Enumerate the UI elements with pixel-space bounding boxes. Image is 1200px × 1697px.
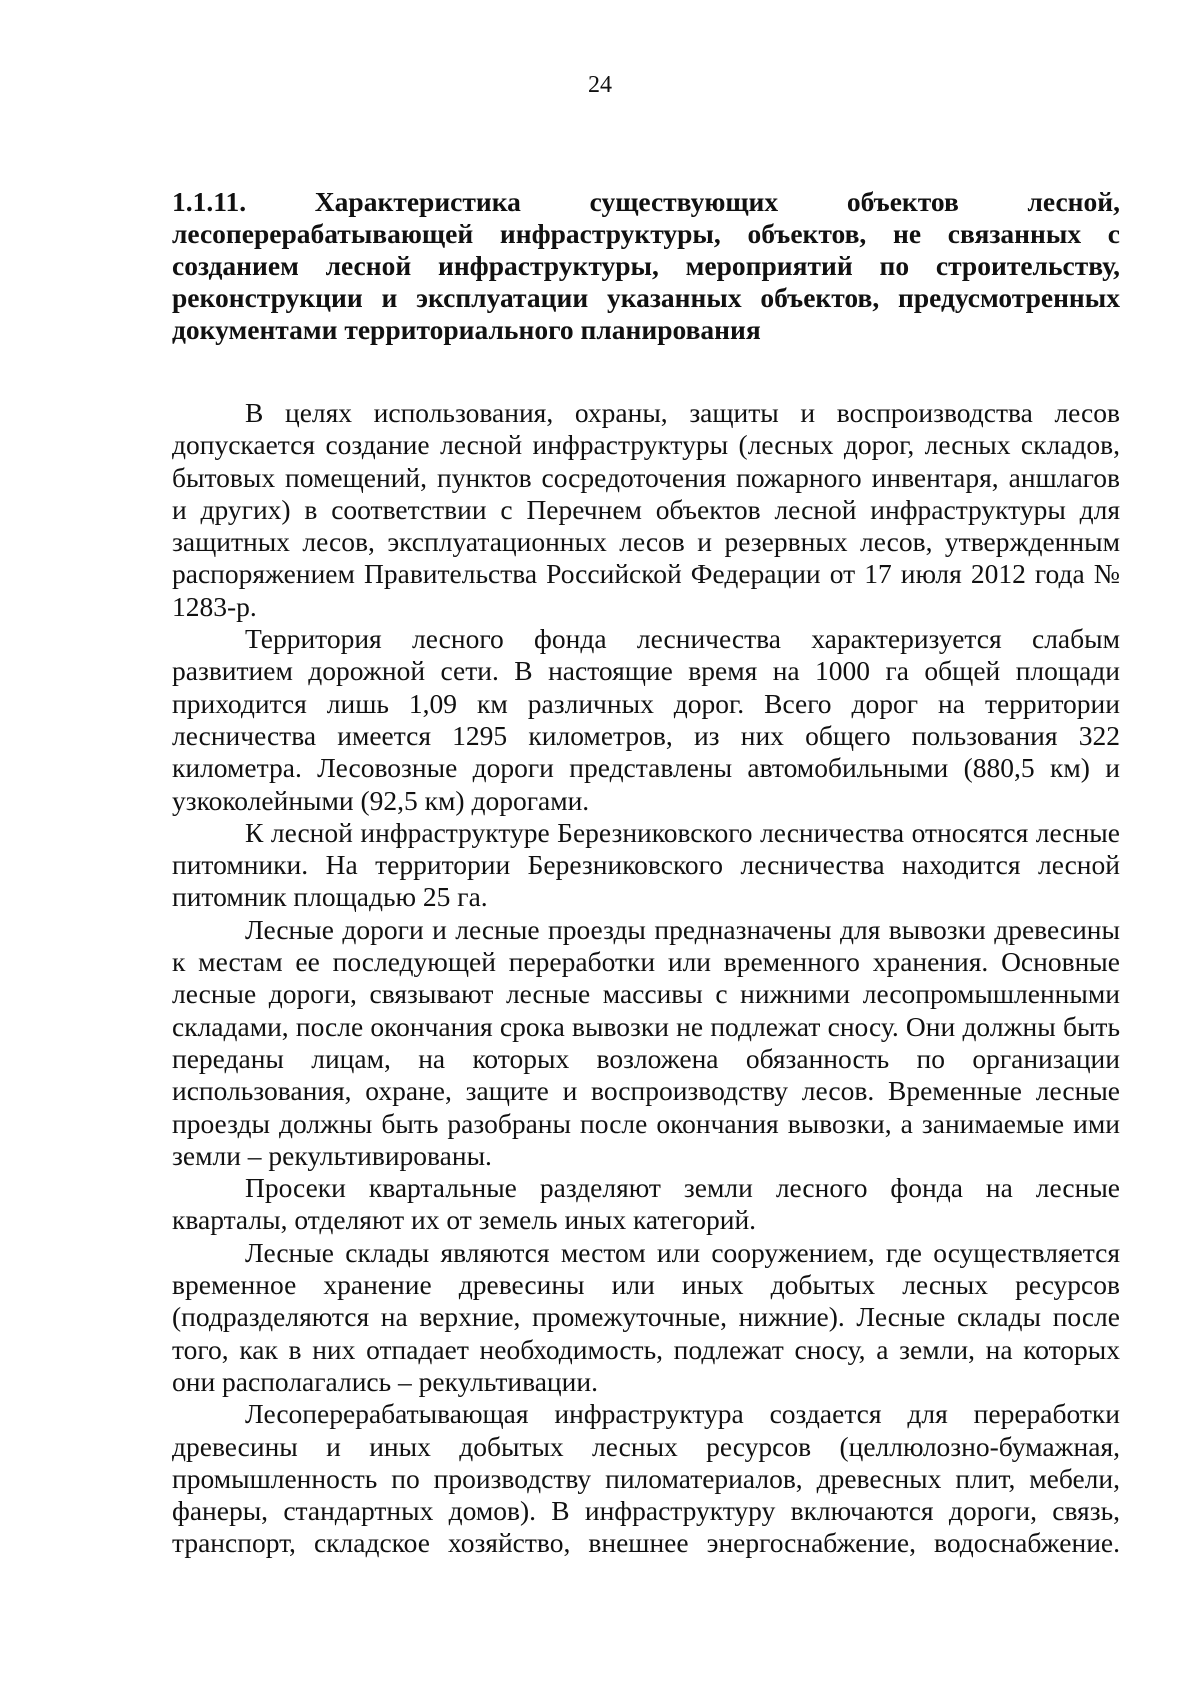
paragraph-forest-roads: Лесные дороги и лесные проезды предназначены для вывозки древесины к местам ее последующей переработки или временного хранения. Основные лесные дороги, связывают лесные массивы с нижними лесопромышленными складами, после окончания срока вывозки не подлежат сносу. Они должны быть переданы лицам, на которых возложена обязанность по организации использования, охране, защите и воспроизводству лесов. Временные лесные проезды должны быть разобраны после окончания вывозки, а занимаемые ими земли – рекультивированы. bbox=[172, 913, 1120, 1171]
section-text bbox=[172, 397, 1120, 1560]
paragraph-forest-nurseries: К лесной инфраструктуре Березниковского лесничества относятся лесные питомники. На территории Березниковского лесничества находится лесной питомник площадью 25 га. bbox=[172, 816, 1120, 913]
section-title: 1.1.11. Характеристика существующих объектов лесной, лесоперерабатывающей инфраструктуры, объектов, не связанных с созданием лесной инфраструктуры, мероприятий по строительству, реконструкции и эксплуатации указанных объектов, предусмотренных документами территориального планирования bbox=[172, 186, 1120, 345]
paragraph-quarter-clearings: Просеки квартальные разделяют земли лесного фонда на лесные кварталы, отделяют их от земель иных категорий. bbox=[172, 1172, 1120, 1236]
paragraph-forest-warehouses: Лесные склады являются местом или сооружением, где осуществляется временное хранение древесины или иных добытых лесных ресурсов (подразделяются на верхние, промежуточные, нижние). Лесные склады после того, как в них отпадает необходимость, подлежат сносу, а земли, на которых они располагались – рекультивации. bbox=[172, 1236, 1120, 1397]
document-body bbox=[172, 186, 1120, 1560]
paragraph-road-network: Территория лесного фонда лесничества характеризуется слабым развитием дорожной сети. В настоящие время на 1000 га общей площади приходится лишь 1,09 км различных дорог. Всего дорог на территории лесничества имеется 1295 километров, из них общего пользования 322 километра. Лесовозные дороги представлены автомобильными (880,5 км) и узкоколейными (92,5 км) дорогами. bbox=[172, 623, 1120, 816]
page-number: 24 bbox=[588, 72, 612, 98]
paragraph-wood-processing-infrastructure: Лесоперерабатывающая инфраструктура создается для переработки древесины и иных добытых лесных ресурсов (целлюлозно-бумажная, промышленность по производству пиломатериалов, древесных плит, мебели, фанеры, стандартных домов). В инфраструктуру включаются дороги, связь, транспорт, складское хозяйство, внешнее энергоснабжение, водоснабжение. bbox=[172, 1398, 1120, 1559]
paragraph-forest-infrastructure-creation: В целях использования, охраны, защиты и воспроизводства лесов допускается создание лесной инфраструктуры (лесных дорог, лесных складов, бытовых помещений, пунктов сосредоточения пожарного инвентаря, аншлагов и других) в соответствии с Перечнем объектов лесной инфраструктуры для защитных лесов, эксплуатационных лесов и резервных лесов, утвержденным распоряжением Правительства Российской Федерации от 17 июля 2012 года № 1283-р. bbox=[172, 397, 1120, 622]
